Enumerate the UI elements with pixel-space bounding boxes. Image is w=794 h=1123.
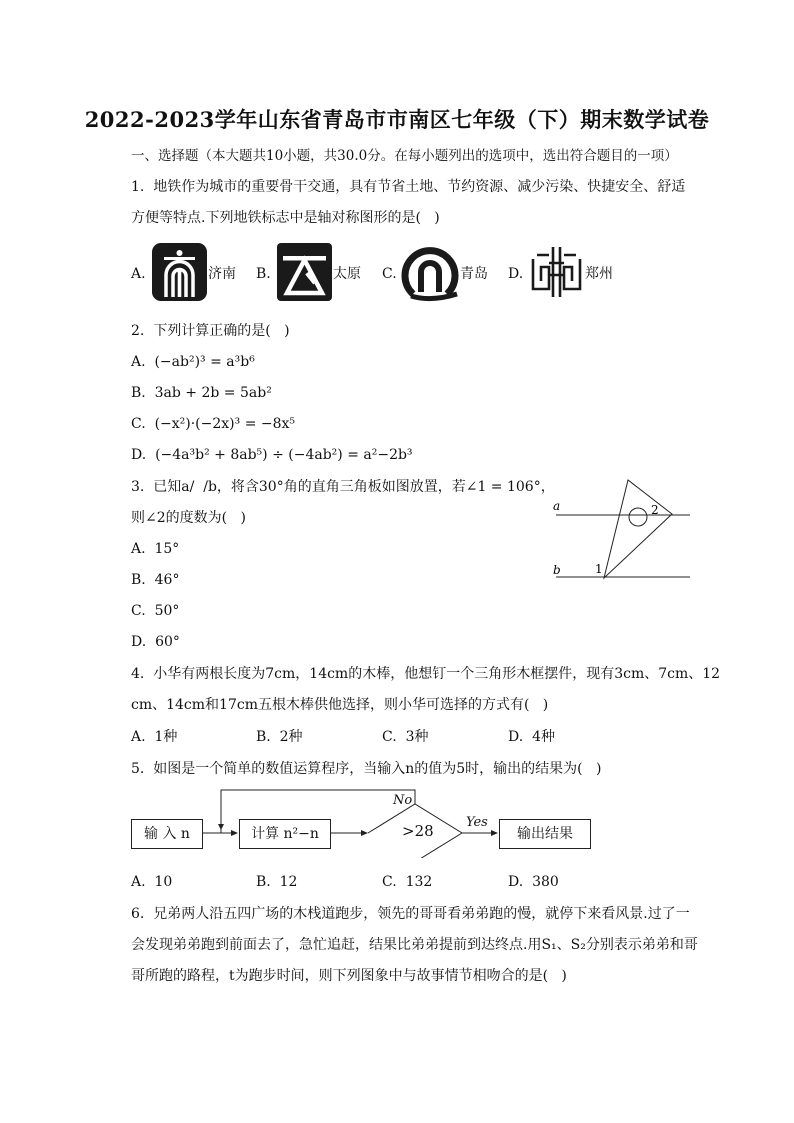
zhengzhou-metro-logo	[529, 243, 584, 301]
flow-no-label: No	[393, 793, 413, 808]
q2-option-c: C. (−x²)·(−2x)³ = −8x⁵	[131, 416, 296, 432]
q1-stem-line1: 1. 地铁作为城市的重要骨干交通，具有节省土地、节约资源、减少污染、快捷安全、舒适	[131, 179, 686, 195]
flow-compute-box: 计算 n²−n	[239, 819, 331, 849]
q1-option-c-letter: C.	[382, 266, 397, 282]
q5-option-b: B. 12	[256, 874, 298, 890]
label-angle-1: 1	[595, 562, 603, 576]
q1-stem-line2: 方便等特点.下列地铁标志中是轴对称图形的是( )	[131, 210, 440, 226]
q2-option-d: D. (−4a³b² + 8ab⁵) ÷ (−4ab²) = a²−2b³	[131, 447, 413, 463]
q3-option-b: B. 46°	[131, 572, 180, 588]
label-angle-2: 2	[651, 503, 659, 517]
flow-output-box: 输出结果	[499, 819, 591, 849]
q1-option-a-letter: A.	[131, 266, 146, 282]
q6-stem-line1: 6. 兄弟两人沿五四广场的木栈道跑步，领先的哥哥看弟弟跑的慢，就停下来看风景.过了一	[131, 906, 690, 922]
jinan-metro-logo	[152, 243, 207, 301]
q2-option-a: A. (−ab²)³ = a³b⁶	[131, 354, 255, 370]
q1-option-c-city: 青岛	[460, 266, 488, 282]
flow-condition-text: >28	[402, 822, 434, 840]
q4-option-b: B. 2种	[256, 729, 303, 745]
q1-option-a-city: 济南	[208, 266, 236, 282]
q1-option-b-letter: B.	[256, 266, 271, 282]
q3-stem-line2: 则∠2的度数为( )	[131, 510, 246, 526]
q4-option-c: C. 3种	[382, 729, 429, 745]
q5-option-d: D. 380	[508, 874, 559, 890]
q5-stem: 5. 如图是一个简单的数值运算程序，当输入n的值为5时，输出的结果为( )	[131, 761, 602, 777]
q1-option-b-city: 太原	[333, 266, 361, 282]
q5-option-a: A. 10	[131, 874, 173, 890]
qingdao-metro-logo	[401, 242, 459, 302]
q4-option-d: D. 4种	[508, 729, 555, 745]
q4-option-a: A. 1种	[131, 729, 178, 745]
label-a: a	[553, 499, 561, 513]
q6-stem-line2: 会发现弟弟跑到前面去了，急忙追赶，结果比弟弟提前到达终点.用S₁、S₂分别表示弟弟和哥	[131, 937, 698, 953]
flow-yes-label: Yes	[466, 815, 488, 830]
q3-parallel-lines-figure	[548, 476, 694, 584]
q6-stem-line3: 哥所跑的路程，t为跑步时间，则下列图象中与故事情节相吻合的是( )	[131, 968, 567, 984]
q5-option-c: C. 132	[382, 874, 433, 890]
q3-option-c: C. 50°	[131, 603, 180, 619]
q3-option-d: D. 60°	[131, 634, 180, 650]
taiyuan-metro-logo	[277, 243, 332, 301]
flow-input-box: 输 入 n	[131, 819, 203, 849]
q1-option-d-letter: D.	[508, 266, 524, 282]
page-title: 2022-2023学年山东省青岛市市南区七年级（下）期末数学试卷	[84, 107, 710, 132]
q4-stem-line1: 4. 小华有两根长度为7cm，14cm的木棒，他想钉一个三角形木框摆件，现有3cm、7cm、12	[131, 666, 721, 682]
q2-stem: 2. 下列计算正确的是( )	[131, 323, 290, 339]
q3-option-a: A. 15°	[131, 541, 180, 557]
q3-stem-line1: 3. 已知a/ /b，将含30°角的直角三角板如图放置，若∠1 = 106°，	[131, 479, 555, 495]
label-b: b	[553, 563, 561, 577]
q4-stem-line2: cm、14cm和17cm五根木棒供他选择，则小华可选择的方式有( )	[131, 697, 549, 713]
section-heading: 一、选择题（本大题共10小题，共30.0分。在每小题列出的选项中，选出符合题目的一项）	[131, 148, 678, 164]
q2-option-b: B. 3ab + 2b = 5ab²	[131, 385, 272, 401]
q1-option-d-city: 郑州	[585, 266, 613, 282]
